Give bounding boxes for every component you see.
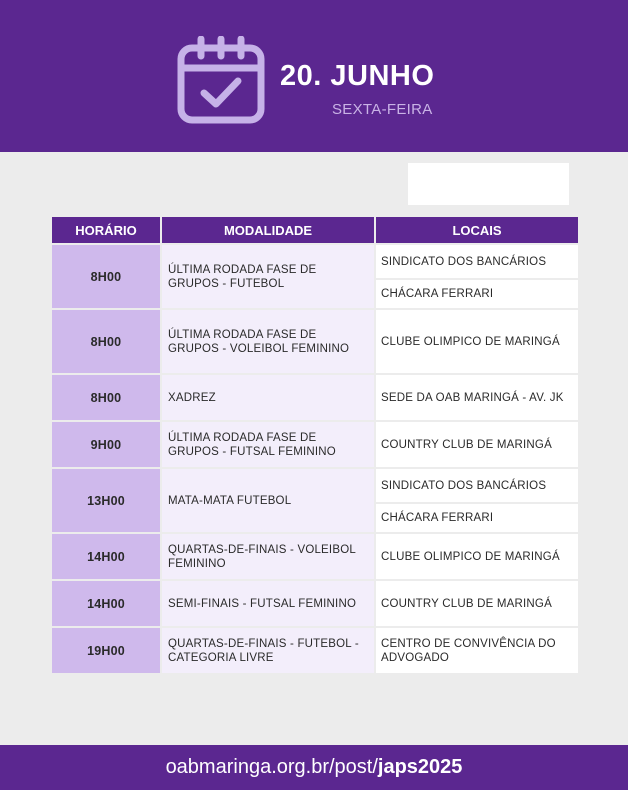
location-cell: CHÁCARA FERRARI — [376, 280, 578, 308]
modality-cell: ÚLTIMA RODADA FASE DE GRUPOS - VOLEIBOL FEMININO — [162, 310, 374, 373]
location-cell: SINDICATO DOS BANCÁRIOS — [376, 469, 578, 502]
footer-url-prefix: oabmaringa.org.br/post/ — [165, 756, 378, 778]
location-cell: COUNTRY CLUB DE MARINGÁ — [376, 581, 578, 626]
modality-cell: QUARTAS-DE-FINAIS - VOLEIBOL FEMININO — [162, 534, 374, 579]
time-cell: 14H00 — [52, 581, 160, 626]
time-cell: 8H00 — [52, 375, 160, 420]
modality-cell: ÚLTIMA RODADA FASE DE GRUPOS - FUTEBOL — [162, 245, 374, 308]
footer-url-slug: japs2025 — [377, 756, 463, 778]
time-cell: 13H00 — [52, 469, 160, 532]
table-row — [52, 469, 578, 502]
table-row — [52, 581, 578, 626]
schedule-table — [50, 215, 580, 675]
location-cell: SEDE DA OAB MARINGÁ - AV. JK — [376, 375, 578, 420]
time-cell: 14H00 — [52, 534, 160, 579]
table-row — [52, 245, 578, 278]
header-time: HORÁRIO — [52, 217, 160, 243]
location-cell: COUNTRY CLUB DE MARINGÁ — [376, 422, 578, 467]
time-cell: 9H00 — [52, 422, 160, 467]
table-row — [52, 375, 578, 420]
table-header-row — [52, 217, 578, 243]
location-cell: CHÁCARA FERRARI — [376, 504, 578, 532]
modality-cell: XADREZ — [162, 375, 374, 420]
table-row — [52, 628, 578, 673]
time-cell: 19H00 — [52, 628, 160, 673]
modality-cell: QUARTAS-DE-FINAIS - FUTEBOL - CATEGORIA LIVRE — [162, 628, 374, 673]
header-banner — [0, 0, 628, 152]
table-row — [52, 310, 578, 373]
table-row — [52, 534, 578, 579]
date-title: 20. JUNHO — [280, 60, 435, 92]
weekday-subtitle: SEXTA-FEIRA — [332, 101, 433, 118]
time-cell: 8H00 — [52, 245, 160, 308]
calendar-check-icon — [176, 36, 266, 126]
modality-cell: MATA-MATA FUTEBOL — [162, 469, 374, 532]
location-cell: CLUBE OLIMPICO DE MARINGÁ — [376, 310, 578, 373]
header-modality: MODALIDADE — [162, 217, 374, 243]
blank-panel — [408, 163, 569, 205]
table-row — [52, 422, 578, 467]
modality-cell: SEMI-FINAIS - FUTSAL FEMININO — [162, 581, 374, 626]
modality-cell: ÚLTIMA RODADA FASE DE GRUPOS - FUTSAL FEMININO — [162, 422, 374, 467]
footer-link[interactable] — [0, 745, 628, 790]
location-cell: CENTRO DE CONVIVÊNCIA DO ADVOGADO — [376, 628, 578, 673]
location-cell: CLUBE OLIMPICO DE MARINGÁ — [376, 534, 578, 579]
header-locations: LOCAIS — [376, 217, 578, 243]
time-cell: 8H00 — [52, 310, 160, 373]
location-cell: SINDICATO DOS BANCÁRIOS — [376, 245, 578, 278]
